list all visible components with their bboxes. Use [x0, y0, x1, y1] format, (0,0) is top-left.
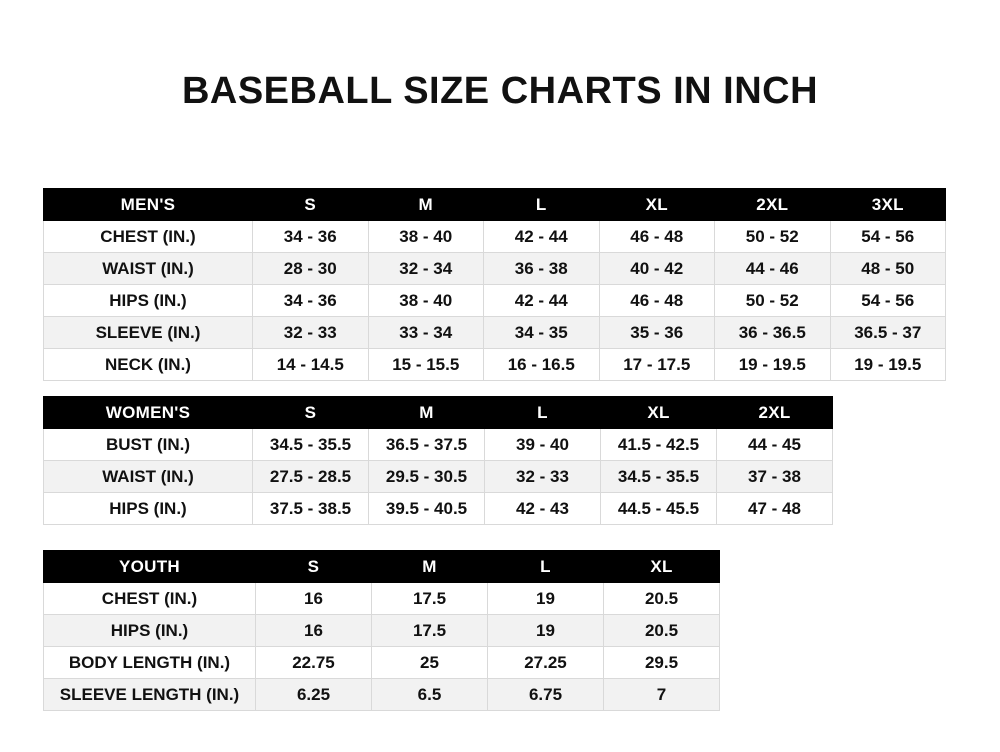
cell-value: 29.5 - 30.5: [369, 461, 485, 493]
youth-size-table: [43, 550, 720, 711]
cell-value: 54 - 56: [830, 221, 946, 253]
cell-value: 54 - 56: [830, 285, 946, 317]
table-row: [44, 253, 946, 285]
cell-value: 42 - 44: [484, 221, 600, 253]
row-label: NECK (IN.): [44, 349, 253, 381]
womens-size-table: [43, 396, 833, 525]
cell-value: 17.5: [372, 583, 488, 615]
column-header-s: S: [253, 189, 369, 221]
table-row: [44, 285, 946, 317]
column-header-l: L: [485, 397, 601, 429]
cell-value: 32 - 33: [253, 317, 369, 349]
cell-value: 16 - 16.5: [484, 349, 600, 381]
row-label: HIPS (IN.): [44, 285, 253, 317]
cell-value: 35 - 36: [599, 317, 715, 349]
cell-value: 22.75: [256, 647, 372, 679]
cell-value: 36.5 - 37: [830, 317, 946, 349]
cell-value: 48 - 50: [830, 253, 946, 285]
row-label: HIPS (IN.): [44, 615, 256, 647]
cell-value: 38 - 40: [368, 221, 484, 253]
cell-value: 44 - 46: [715, 253, 831, 285]
cell-value: 27.25: [488, 647, 604, 679]
cell-value: 17 - 17.5: [599, 349, 715, 381]
table-row: [44, 493, 833, 525]
column-header-2xl: 2XL: [717, 397, 833, 429]
column-header-3xl: 3XL: [830, 189, 946, 221]
column-header-l: L: [484, 189, 600, 221]
cell-value: 33 - 34: [368, 317, 484, 349]
column-header-xl: XL: [604, 551, 720, 583]
cell-value: 39 - 40: [485, 429, 601, 461]
table-row: [44, 349, 946, 381]
cell-value: 20.5: [604, 615, 720, 647]
cell-value: 19: [488, 615, 604, 647]
cell-value: 50 - 52: [715, 221, 831, 253]
cell-value: 37.5 - 38.5: [253, 493, 369, 525]
column-header-m: M: [372, 551, 488, 583]
column-header-xl: XL: [601, 397, 717, 429]
cell-value: 34.5 - 35.5: [253, 429, 369, 461]
column-header-s: S: [253, 397, 369, 429]
cell-value: 19 - 19.5: [715, 349, 831, 381]
cell-value: 6.5: [372, 679, 488, 711]
cell-value: 36 - 36.5: [715, 317, 831, 349]
row-label: WAIST (IN.): [44, 461, 253, 493]
cell-value: 34 - 36: [253, 285, 369, 317]
table-row: [44, 317, 946, 349]
cell-value: 41.5 - 42.5: [601, 429, 717, 461]
cell-value: 44 - 45: [717, 429, 833, 461]
table-row: [44, 615, 720, 647]
cell-value: 37 - 38: [717, 461, 833, 493]
cell-value: 6.25: [256, 679, 372, 711]
row-label: WAIST (IN.): [44, 253, 253, 285]
column-header-category: WOMEN'S: [44, 397, 253, 429]
row-label: CHEST (IN.): [44, 583, 256, 615]
page-title: BASEBALL SIZE CHARTS IN INCH: [181, 70, 819, 112]
column-header-l: L: [488, 551, 604, 583]
cell-value: 50 - 52: [715, 285, 831, 317]
cell-value: 7: [604, 679, 720, 711]
cell-value: 32 - 34: [368, 253, 484, 285]
cell-value: 14 - 14.5: [253, 349, 369, 381]
cell-value: 20.5: [604, 583, 720, 615]
cell-value: 16: [256, 583, 372, 615]
cell-value: 36 - 38: [484, 253, 600, 285]
row-label: CHEST (IN.): [44, 221, 253, 253]
column-header-xl: XL: [599, 189, 715, 221]
table-header-row: [44, 397, 833, 429]
row-label: BUST (IN.): [44, 429, 253, 461]
table-row: [44, 647, 720, 679]
cell-value: 42 - 43: [485, 493, 601, 525]
cell-value: 34.5 - 35.5: [601, 461, 717, 493]
cell-value: 15 - 15.5: [368, 349, 484, 381]
row-label: BODY LENGTH (IN.): [44, 647, 256, 679]
cell-value: 25: [372, 647, 488, 679]
cell-value: 6.75: [488, 679, 604, 711]
cell-value: 42 - 44: [484, 285, 600, 317]
column-header-m: M: [368, 189, 484, 221]
cell-value: 29.5: [604, 647, 720, 679]
table-row: [44, 221, 946, 253]
row-label: HIPS (IN.): [44, 493, 253, 525]
cell-value: 47 - 48: [717, 493, 833, 525]
cell-value: 44.5 - 45.5: [601, 493, 717, 525]
column-header-2xl: 2XL: [715, 189, 831, 221]
cell-value: 19 - 19.5: [830, 349, 946, 381]
cell-value: 16: [256, 615, 372, 647]
table-row: [44, 583, 720, 615]
cell-value: 34 - 35: [484, 317, 600, 349]
column-header-category: YOUTH: [44, 551, 256, 583]
table-header-row: [44, 551, 720, 583]
cell-value: 32 - 33: [485, 461, 601, 493]
column-header-category: MEN'S: [44, 189, 253, 221]
cell-value: 36.5 - 37.5: [369, 429, 485, 461]
mens-size-table: [43, 188, 946, 381]
cell-value: 17.5: [372, 615, 488, 647]
table-row: [44, 679, 720, 711]
cell-value: 39.5 - 40.5: [369, 493, 485, 525]
cell-value: 27.5 - 28.5: [253, 461, 369, 493]
cell-value: 46 - 48: [599, 221, 715, 253]
table-row: [44, 429, 833, 461]
cell-value: 38 - 40: [368, 285, 484, 317]
cell-value: 34 - 36: [253, 221, 369, 253]
table-header-row: [44, 189, 946, 221]
cell-value: 40 - 42: [599, 253, 715, 285]
row-label: SLEEVE (IN.): [44, 317, 253, 349]
cell-value: 46 - 48: [599, 285, 715, 317]
cell-value: 19: [488, 583, 604, 615]
table-row: [44, 461, 833, 493]
cell-value: 28 - 30: [253, 253, 369, 285]
row-label: SLEEVE LENGTH (IN.): [44, 679, 256, 711]
column-header-s: S: [256, 551, 372, 583]
column-header-m: M: [369, 397, 485, 429]
